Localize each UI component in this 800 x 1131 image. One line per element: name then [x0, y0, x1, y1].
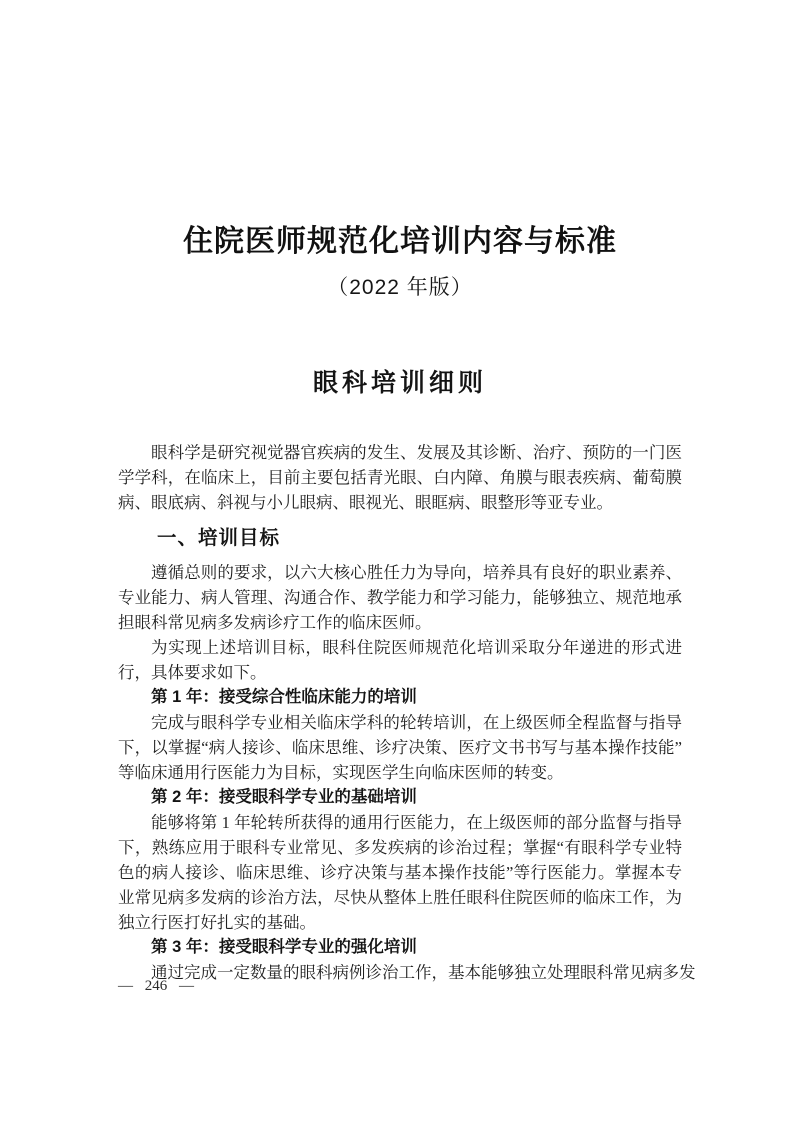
year-1-body: 完成与眼科学专业相关临床学科的轮转培训，在上级医师全程监督与指导下，以掌握“病人接诊、临床思维、诊疗决策、医疗文书书写与基本操作技能”等临床通用行医能力为目标，实现医学生向临床医师的转变。 — [118, 713, 682, 782]
training-goals-heading: 一、培训目标 — [157, 527, 281, 549]
year-3-heading: 第 3 年：接受眼科学专业的强化培训 — [151, 938, 417, 956]
page-number: — 246 — — [118, 978, 194, 994]
training-goals-paragraph-2: 为实现上述培训目标，眼科住院医师规范化培训采取分年递进的形式进行，具体要求如下。 — [118, 638, 682, 682]
year-2-body: 能够将第 1 年轮转所获得的通用行医能力，在上级医师的部分监督与指导下，熟练应用于眼科专业常见、多发疾病的诊治过程；掌握“有眼科学专业特色的病人接诊、临床思维、诊疗决策与基本操作技能”等行医能力。掌握本专业常见病多发病的诊治方法，尽快从整体上胜任眼科住院医师的临床工作，为独立行医打好扎实的基础。 — [118, 813, 682, 932]
document-title: 住院医师规范化培训内容与标准 — [183, 225, 617, 258]
document-edition: （2022 年版） — [327, 276, 473, 299]
intro-paragraph: 眼科学是研究视觉器官疾病的发生、发展及其诊断、治疗、预防的一门医学学科，在临床上，目前主要包括青光眼、白内障、角膜与眼表疾病、葡萄膜病、眼底病、斜视与小儿眼病、眼视光、眼眶病、眼整形等亚专业。 — [118, 443, 682, 512]
document-body — [118, 440, 696, 985]
training-goals-paragraph-1: 遵循总则的要求，以六大核心胜任力为导向，培养具有良好的职业素养、专业能力、病人管理、沟通合作、教学能力和学习能力，能够独立、规范地承担眼科常见病多发病诊疗工作的临床医师。 — [118, 563, 682, 632]
year-1-heading: 第 1 年：接受综合性临床能力的培训 — [151, 688, 417, 706]
section-title: 眼科培训细则 — [312, 369, 487, 397]
year-2-heading: 第 2 年：接受眼科学专业的基础培训 — [151, 788, 417, 806]
year-3-body: 通过完成一定数量的眼科病例诊治工作，基本能够独立处理眼科常见病多发 — [151, 963, 696, 982]
